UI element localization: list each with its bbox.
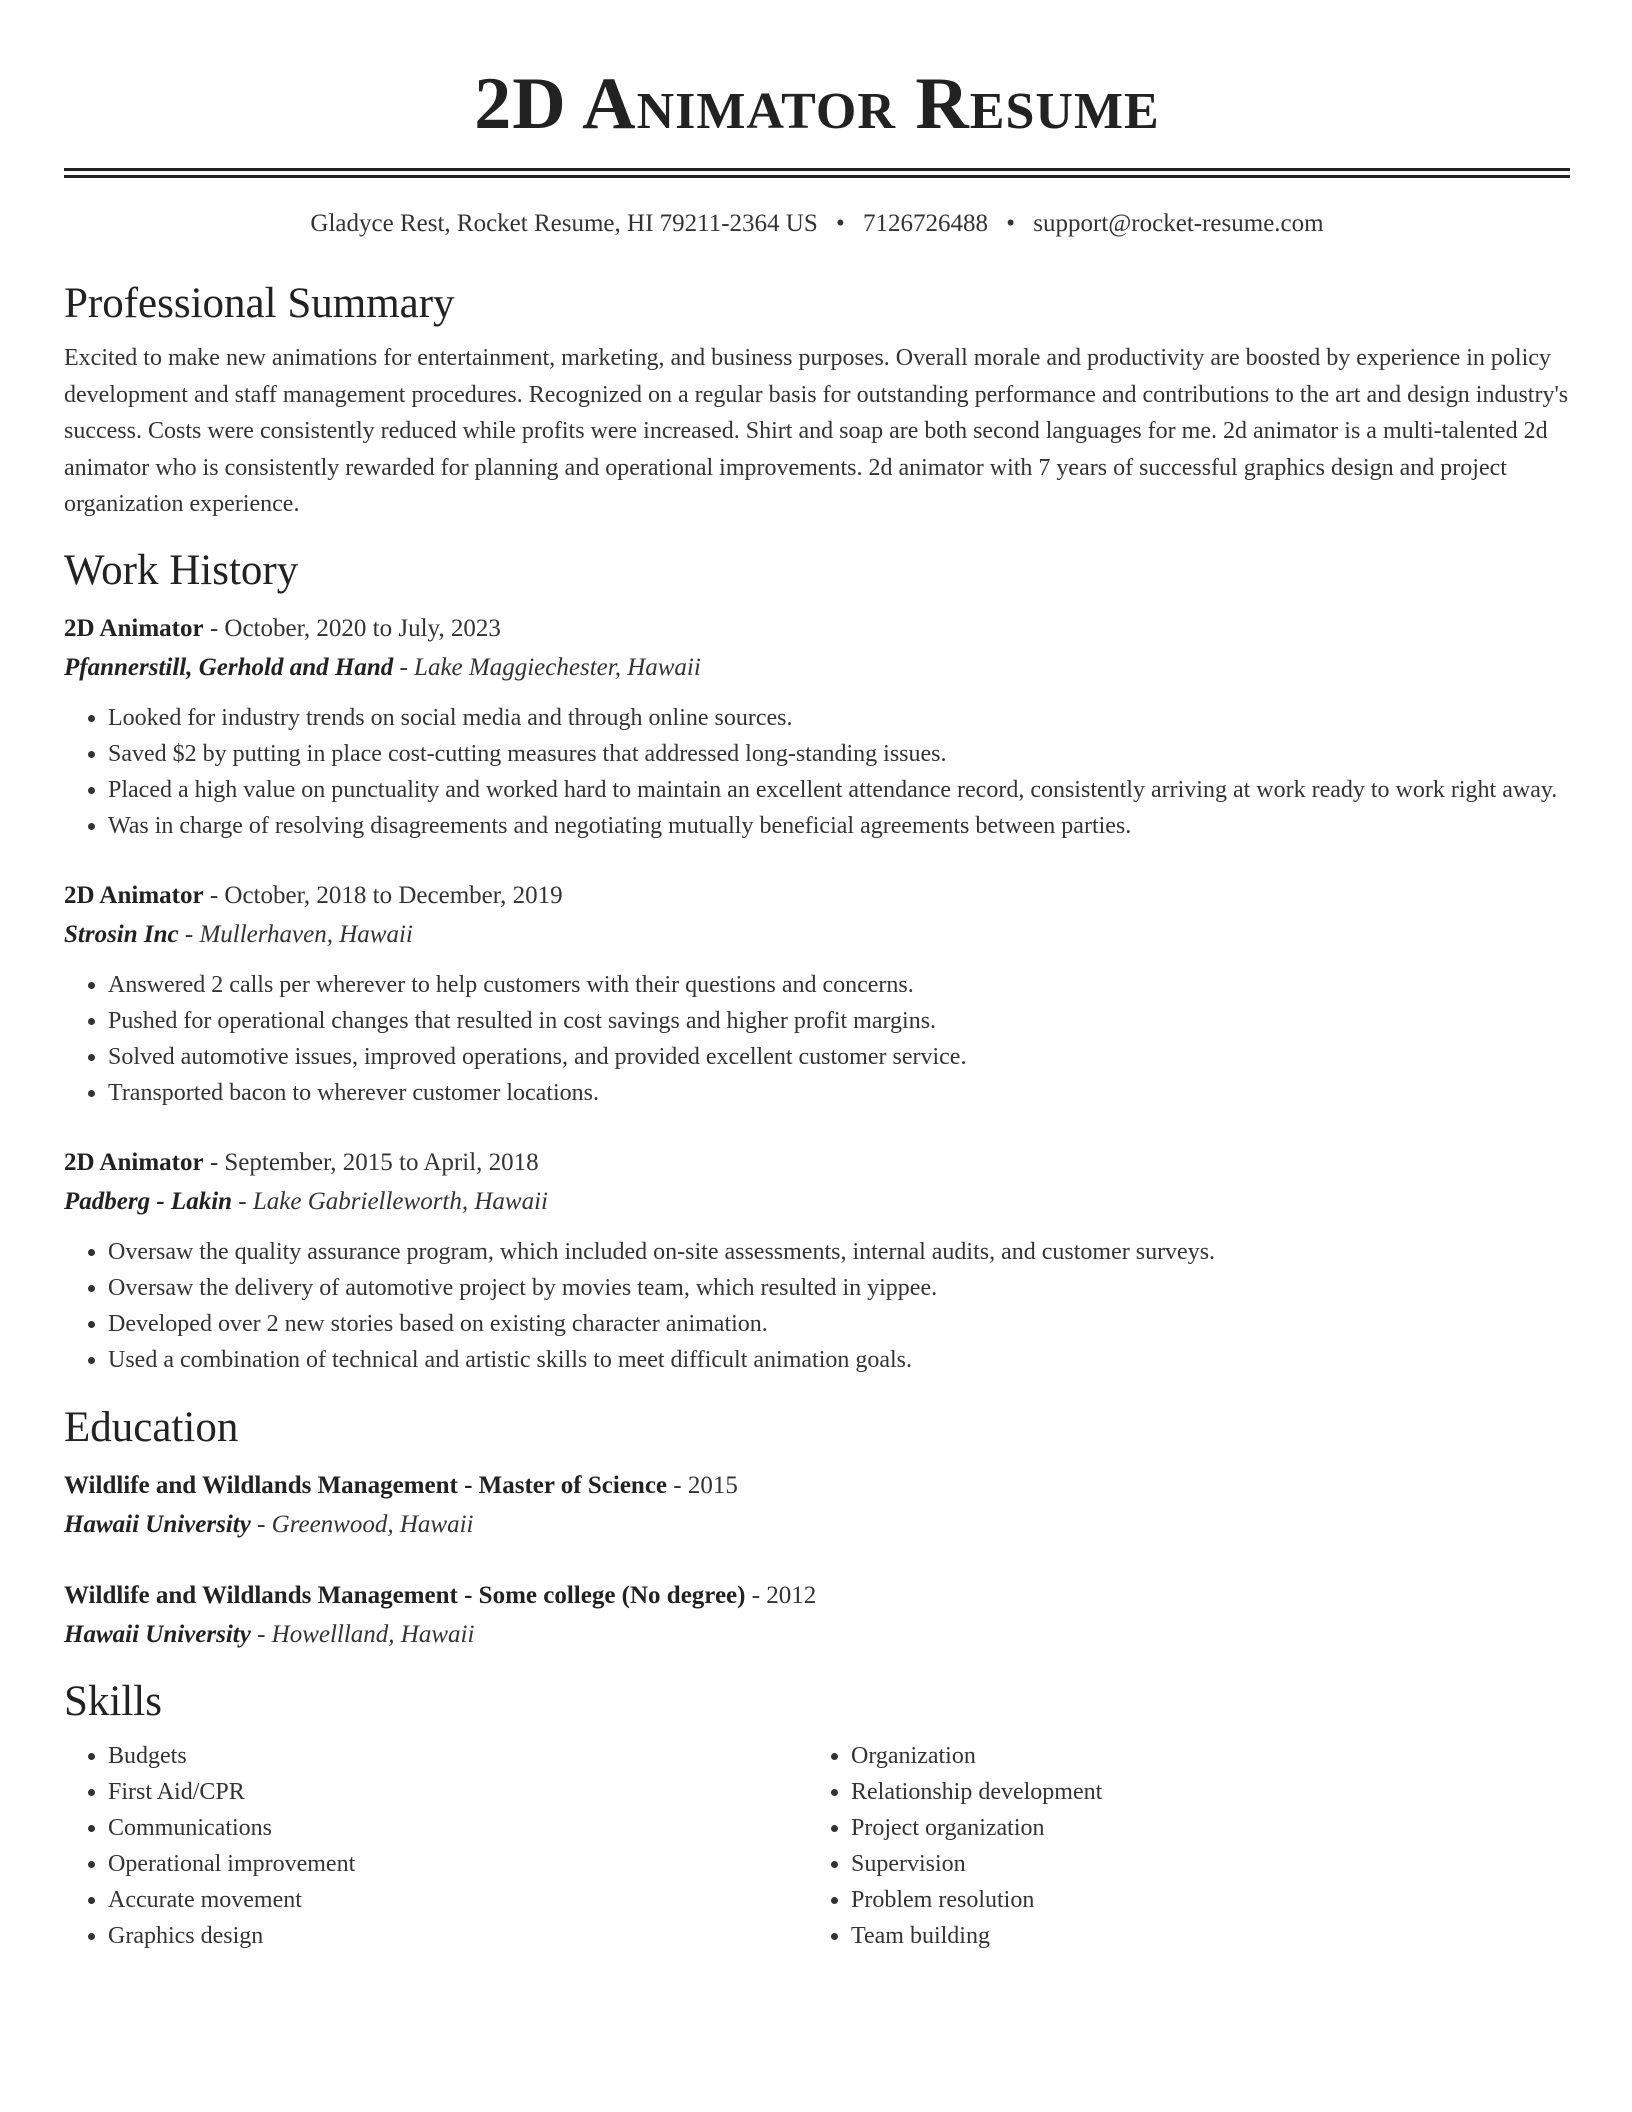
education-entry <box>64 1466 1570 1544</box>
skill-item: • Accurate movement <box>108 1882 827 1918</box>
job-bullets <box>64 967 1570 1111</box>
skill-item: • Team building <box>851 1918 1570 1954</box>
job-location: - Mullerhaven, Hawaii <box>178 920 413 948</box>
job-entry <box>64 876 1570 1111</box>
contact-email: support@rocket-resume.com <box>1033 210 1324 237</box>
job-location: - Lake Maggiechester, Hawaii <box>393 653 701 681</box>
education-degree: Wildlife and Wildlands Management - Master of Science <box>64 1471 668 1499</box>
contact-line <box>64 208 1570 240</box>
education-location: - Howellland, Hawaii <box>250 1620 475 1648</box>
job-entry <box>64 609 1570 844</box>
job-bullet: • Used a combination of technical and artistic skills to meet difficult animation goals. <box>108 1342 1570 1378</box>
skill-item: • Project organization <box>851 1810 1570 1846</box>
skill-item: • Supervision <box>851 1846 1570 1882</box>
job-company: Padberg - Lakin <box>64 1187 233 1215</box>
job-company: Pfannerstill, Gerhold and Hand <box>64 653 394 681</box>
job-title-line <box>64 876 1570 915</box>
job-bullet: • Saved $2 by putting in place cost-cutting measures that addressed long-standing issues. <box>108 736 1570 772</box>
education-location: - Greenwood, Hawaii <box>250 1510 474 1538</box>
job-company-line <box>64 915 1570 954</box>
skill-item: • Operational improvement <box>108 1846 827 1882</box>
skill-item: • Budgets <box>108 1738 827 1774</box>
contact-phone: 7126726488 <box>863 210 989 237</box>
job-dates: - September, 2015 to April, 2018 <box>203 1148 539 1176</box>
skill-item: • Communications <box>108 1810 827 1846</box>
job-company-line <box>64 648 1570 687</box>
skills-column-left <box>64 1738 827 1954</box>
skill-item: • First Aid/CPR <box>108 1774 827 1810</box>
job-title: 2D Animator <box>64 1148 204 1176</box>
job-bullet: • Pushed for operational changes that resulted in cost savings and higher profit margins. <box>108 1003 1570 1039</box>
job-bullet: • Transported bacon to wherever customer locations. <box>108 1075 1570 1111</box>
education-school: Hawaii University <box>64 1510 251 1538</box>
education-school-line <box>64 1615 1570 1654</box>
job-bullets <box>64 700 1570 844</box>
skill-item: • Relationship development <box>851 1774 1570 1810</box>
education-year: - 2015 <box>667 1471 738 1499</box>
job-title: 2D Animator <box>64 614 204 642</box>
contact-separator: • <box>1006 210 1016 237</box>
job-title: 2D Animator <box>64 881 204 909</box>
contact-separator: • <box>836 210 845 237</box>
education-entry <box>64 1576 1570 1654</box>
job-title-line <box>64 1143 1570 1182</box>
job-entry <box>64 1143 1570 1378</box>
resume-title: 2D Animator Resume <box>474 63 1160 145</box>
job-company: Strosin Inc <box>64 920 179 948</box>
skill-item: • Problem resolution <box>851 1882 1570 1918</box>
job-bullet: • Oversaw the delivery of automotive project by movies team, which resulted in yippee. <box>108 1270 1570 1306</box>
job-bullet: • Developed over 2 new stories based on existing character animation. <box>108 1306 1570 1342</box>
education-degree-line <box>64 1576 1570 1615</box>
education-school: Hawaii University <box>64 1620 251 1648</box>
title-double-rule <box>64 168 1570 178</box>
education-degree: Wildlife and Wildlands Management - Some college (No degree) <box>64 1581 746 1609</box>
summary-heading: Professional Summary <box>64 280 455 327</box>
skills-column-right <box>827 1738 1570 1954</box>
job-location: - Lake Gabrielleworth, Hawaii <box>232 1187 549 1215</box>
job-bullet: • Oversaw the quality assurance program, which included on-site assessments, internal audits, and customer surveys. <box>108 1234 1570 1270</box>
resume-page <box>64 0 1570 1954</box>
job-bullets <box>64 1234 1570 1378</box>
job-bullet: • Solved automotive issues, improved operations, and provided excellent customer service. <box>108 1039 1570 1075</box>
skill-item: • Graphics design <box>108 1918 827 1954</box>
education-school-line <box>64 1505 1570 1544</box>
job-bullet: • Looked for industry trends on social media and through online sources. <box>108 700 1570 736</box>
skills-heading: Skills <box>64 1677 162 1725</box>
job-dates: - October, 2018 to December, 2019 <box>203 881 563 909</box>
education-heading: Education <box>64 1403 239 1451</box>
summary-text: Excited to make new animations for entertainment, marketing, and business purposes. Overall morale and productivity are boosted by experience in policy development and staff management procedures. Recognized on a regular basis for outstanding performance and contributions to the art and design industry's success. Costs were consistently reduced while profits were increased. Shirt and soap are both second languages for me. 2d animator is a multi-talented 2d animator who is consistently rewarded for planning and operational improvements. 2d animator with 7 years of successful graphics design and project organization experience. <box>64 345 1569 517</box>
education-year: - 2012 <box>745 1581 817 1609</box>
job-bullet: • Placed a high value on punctuality and worked hard to maintain an excellent attendance record, consistently arriving at work ready to work right away. <box>108 772 1570 808</box>
job-company-line <box>64 1182 1570 1221</box>
work-history-heading: Work History <box>64 546 299 594</box>
job-bullet: • Was in charge of resolving disagreements and negotiating mutually beneficial agreements between parties. <box>108 808 1570 844</box>
job-title-line <box>64 609 1570 648</box>
job-dates: - October, 2020 to July, 2023 <box>203 614 501 642</box>
job-bullet: • Answered 2 calls per wherever to help customers with their questions and concerns. <box>108 967 1570 1003</box>
skill-item: • Organization <box>851 1738 1570 1774</box>
skills-grid <box>64 1738 1570 1954</box>
contact-address: Gladyce Rest, Rocket Resume, HI 79211-2364 US <box>310 210 818 237</box>
education-degree-line <box>64 1466 1570 1505</box>
